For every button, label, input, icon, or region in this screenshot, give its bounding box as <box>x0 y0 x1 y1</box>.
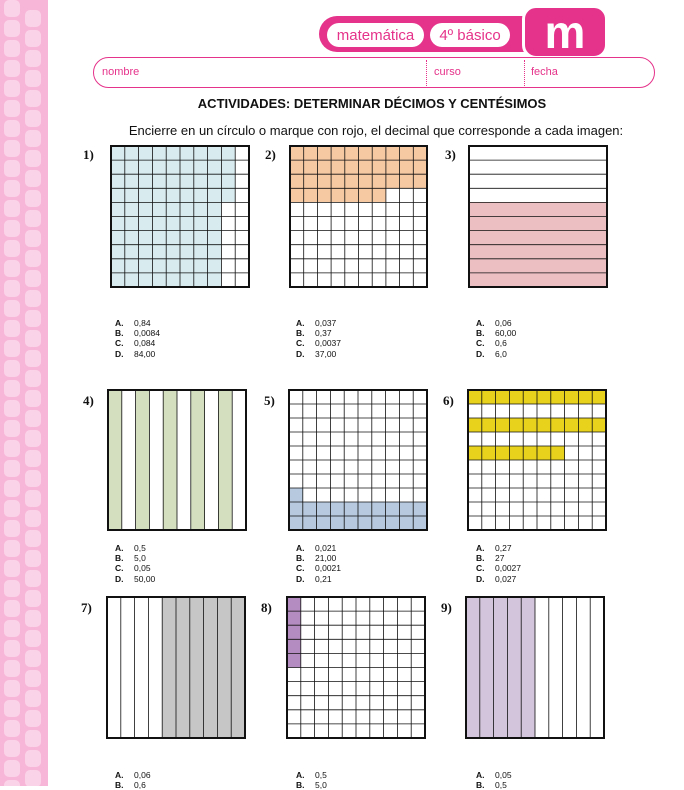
option-b[interactable]: B. 5,0 <box>296 780 327 790</box>
shaded-cell <box>111 174 125 188</box>
shaded-cell <box>386 502 400 516</box>
shaded-cell <box>208 217 222 231</box>
shaded-cell <box>111 160 125 174</box>
shaded-strip <box>218 390 232 530</box>
shaded-cell <box>359 188 373 202</box>
option-b[interactable]: B. 0,0084 <box>115 328 160 339</box>
shaded-cell <box>208 188 222 202</box>
shaded-cell <box>125 231 139 245</box>
question-number: 4) <box>83 393 94 408</box>
answer-options <box>115 543 155 584</box>
shaded-cell <box>194 259 208 273</box>
shaded-cell <box>125 259 139 273</box>
option-b[interactable]: B. 5,0 <box>115 553 146 564</box>
shaded-cell <box>413 174 427 188</box>
shaded-cell <box>111 188 125 202</box>
shaded-cell <box>139 273 153 287</box>
shaded-cell <box>180 202 194 216</box>
shaded-cell <box>537 390 551 404</box>
shaded-cell <box>139 174 153 188</box>
option-d[interactable]: D. 0,027 <box>476 573 517 584</box>
answer-options <box>476 770 512 790</box>
shaded-cell <box>139 231 153 245</box>
shaded-cell <box>166 245 180 259</box>
shaded-cell <box>221 160 235 174</box>
shaded-cell <box>152 188 166 202</box>
decorative-side-strip <box>0 0 48 786</box>
shaded-cell <box>468 390 482 404</box>
shaded-strip <box>466 597 480 738</box>
shaded-cell <box>111 259 125 273</box>
shaded-cell <box>304 188 318 202</box>
answer-options <box>115 318 160 359</box>
tenths-strip <box>468 145 608 288</box>
tenths-strip <box>107 389 247 531</box>
field-divider <box>426 60 427 86</box>
shaded-cell <box>303 502 317 516</box>
shaded-strip <box>108 390 122 530</box>
worksheet-title: ACTIVIDADES: DETERMINAR DÉCIMOS Y CENTÉSIMOS <box>197 96 547 111</box>
option-b[interactable]: B. 21,00 <box>296 553 337 564</box>
shaded-cell <box>208 231 222 245</box>
shaded-cell <box>331 188 345 202</box>
option-a[interactable]: A. 0,27 <box>476 543 512 553</box>
shaded-cell <box>400 160 414 174</box>
shaded-cell <box>372 502 386 516</box>
shaded-cell <box>180 231 194 245</box>
option-c[interactable]: C. 0,084 <box>115 338 156 349</box>
shaded-strip <box>469 273 607 287</box>
shaded-cell <box>345 160 359 174</box>
shaded-cell <box>372 174 386 188</box>
shaded-cell <box>344 516 358 530</box>
shaded-cell <box>287 597 301 611</box>
shaded-cell <box>125 160 139 174</box>
shaded-cell <box>125 174 139 188</box>
shaded-cell <box>303 516 317 530</box>
shaded-cell <box>290 174 304 188</box>
shaded-cell <box>125 273 139 287</box>
logo-m-icon: m <box>522 5 608 59</box>
shaded-cell <box>330 502 344 516</box>
option-c[interactable]: C. 0,6 <box>476 338 507 349</box>
question-number: 1) <box>83 147 94 162</box>
shaded-strip <box>469 259 607 273</box>
shaded-cell <box>537 446 551 460</box>
option-b[interactable]: B. 27 <box>476 553 505 564</box>
shaded-cell <box>180 245 194 259</box>
shaded-cell <box>208 202 222 216</box>
name-field-label: nombre <box>102 66 140 78</box>
shaded-cell <box>139 217 153 231</box>
shaded-strip <box>136 390 150 530</box>
answer-options <box>296 318 341 359</box>
shaded-cell <box>386 516 400 530</box>
shaded-cell <box>152 174 166 188</box>
shaded-cell <box>565 390 579 404</box>
option-d[interactable]: D. 84,00 <box>115 348 156 359</box>
shaded-cell <box>330 516 344 530</box>
shaded-cell <box>180 259 194 273</box>
shaded-cell <box>166 231 180 245</box>
shaded-cell <box>290 188 304 202</box>
answer-options <box>476 318 516 359</box>
hundredths-grid <box>110 145 250 288</box>
shaded-cell <box>482 446 496 460</box>
shaded-cell <box>194 160 208 174</box>
shaded-cell <box>358 516 372 530</box>
shaded-cell <box>345 174 359 188</box>
tenths-strip <box>465 596 605 739</box>
shaded-cell <box>386 146 400 160</box>
shaded-cell <box>331 160 345 174</box>
shaded-cell <box>344 502 358 516</box>
option-c[interactable]: C. 0,05 <box>115 563 151 574</box>
shaded-cell <box>208 146 222 160</box>
shaded-cell <box>208 273 222 287</box>
shaded-cell <box>304 174 318 188</box>
shaded-strip <box>507 597 521 738</box>
shaded-cell <box>208 174 222 188</box>
shaded-cell <box>194 202 208 216</box>
shaded-strip <box>480 597 494 738</box>
shaded-cell <box>289 488 303 502</box>
shaded-strip <box>469 202 607 216</box>
option-d[interactable]: D. 50,00 <box>115 573 156 584</box>
shaded-strip <box>217 597 231 738</box>
shaded-cell <box>194 245 208 259</box>
answer-options <box>476 543 521 584</box>
shaded-strip <box>521 597 535 738</box>
shaded-cell <box>194 146 208 160</box>
shaded-cell <box>125 146 139 160</box>
hundredths-grid <box>289 145 428 288</box>
shaded-cell <box>345 146 359 160</box>
question-number: 5) <box>264 393 275 408</box>
course-field-label: curso <box>434 66 461 78</box>
shaded-cell <box>372 188 386 202</box>
option-a[interactable]: A. 0,06 <box>476 318 512 328</box>
shaded-cell <box>111 217 125 231</box>
shaded-cell <box>287 639 301 653</box>
subject-tag: matemática <box>327 23 424 47</box>
shaded-cell <box>180 146 194 160</box>
shaded-cell <box>166 273 180 287</box>
question-number: 3) <box>445 147 456 162</box>
shaded-cell <box>180 217 194 231</box>
option-d[interactable]: D. 6,0 <box>476 348 507 359</box>
shaded-cell <box>139 146 153 160</box>
shaded-cell <box>290 160 304 174</box>
shaded-cell <box>166 188 180 202</box>
shaded-cell <box>166 174 180 188</box>
shaded-cell <box>221 146 235 160</box>
question-number: 7) <box>81 600 92 615</box>
shaded-cell <box>221 188 235 202</box>
shaded-cell <box>166 202 180 216</box>
shaded-strip <box>469 217 607 231</box>
shaded-strip <box>204 597 218 738</box>
shaded-cell <box>125 245 139 259</box>
shaded-cell <box>468 446 482 460</box>
shaded-cell <box>482 418 496 432</box>
shaded-cell <box>287 611 301 625</box>
shaded-cell <box>317 146 331 160</box>
option-b[interactable]: B. 0,5 <box>476 780 507 790</box>
hundredths-grid <box>467 389 607 531</box>
shaded-strip <box>163 390 177 530</box>
shaded-cell <box>345 188 359 202</box>
shaded-cell <box>551 390 565 404</box>
shaded-cell <box>509 418 523 432</box>
shaded-cell <box>111 146 125 160</box>
shaded-cell <box>304 146 318 160</box>
shaded-cell <box>496 390 510 404</box>
shaded-cell <box>125 217 139 231</box>
shaded-cell <box>509 446 523 460</box>
shaded-cell <box>208 160 222 174</box>
option-a[interactable]: A. 0,84 <box>115 318 151 328</box>
shaded-cell <box>152 273 166 287</box>
shaded-strip <box>231 597 245 738</box>
shaded-cell <box>180 273 194 287</box>
field-divider <box>524 60 525 86</box>
shaded-cell <box>289 502 303 516</box>
shaded-cell <box>372 146 386 160</box>
shaded-cell <box>180 174 194 188</box>
shaded-cell <box>166 146 180 160</box>
shaded-cell <box>208 259 222 273</box>
shaded-cell <box>166 217 180 231</box>
option-c[interactable]: C. 0,0021 <box>296 563 341 574</box>
shaded-strip <box>494 597 508 738</box>
shaded-strip <box>191 390 205 530</box>
shaded-cell <box>578 390 592 404</box>
shaded-cell <box>166 160 180 174</box>
shaded-cell <box>194 273 208 287</box>
shaded-cell <box>111 231 125 245</box>
shaded-cell <box>413 160 427 174</box>
shaded-cell <box>413 146 427 160</box>
shaded-cell <box>152 146 166 160</box>
shaded-cell <box>496 446 510 460</box>
shaded-cell <box>359 160 373 174</box>
shaded-cell <box>304 160 318 174</box>
shaded-cell <box>166 259 180 273</box>
option-a[interactable]: A. 0,5 <box>115 543 146 553</box>
shaded-cell <box>139 202 153 216</box>
shaded-cell <box>509 390 523 404</box>
shaded-cell <box>551 446 565 460</box>
shaded-cell <box>194 231 208 245</box>
shaded-cell <box>111 273 125 287</box>
shaded-strip <box>469 231 607 245</box>
shaded-cell <box>289 516 303 530</box>
date-field-label: fecha <box>531 66 558 78</box>
shaded-cell <box>565 418 579 432</box>
shaded-cell <box>180 188 194 202</box>
option-b[interactable]: B. 0,37 <box>296 328 332 339</box>
shaded-cell <box>317 516 331 530</box>
shaded-cell <box>317 174 331 188</box>
shaded-cell <box>358 502 372 516</box>
question-number: 2) <box>265 147 276 162</box>
shaded-cell <box>523 446 537 460</box>
student-info-fields <box>93 57 655 88</box>
tenths-strip <box>106 596 246 739</box>
question-number: 6) <box>443 393 454 408</box>
option-d[interactable]: D. 0,21 <box>296 573 332 584</box>
shaded-cell <box>152 245 166 259</box>
shaded-cell <box>399 516 413 530</box>
shaded-cell <box>413 516 427 530</box>
shaded-cell <box>386 174 400 188</box>
shaded-cell <box>400 174 414 188</box>
hundredths-grid <box>288 389 428 531</box>
shaded-cell <box>111 202 125 216</box>
shaded-strip <box>190 597 204 738</box>
shaded-cell <box>413 502 427 516</box>
shaded-cell <box>152 217 166 231</box>
shaded-cell <box>372 516 386 530</box>
shaded-cell <box>317 160 331 174</box>
shaded-cell <box>523 418 537 432</box>
shaded-cell <box>400 146 414 160</box>
shaded-cell <box>194 217 208 231</box>
shaded-cell <box>139 160 153 174</box>
question-number: 8) <box>261 600 272 615</box>
answer-options <box>115 770 151 790</box>
shaded-cell <box>482 390 496 404</box>
shaded-cell <box>287 625 301 639</box>
shaded-cell <box>208 245 222 259</box>
shaded-cell <box>194 174 208 188</box>
option-a[interactable]: A. 0,021 <box>296 543 337 553</box>
shaded-cell <box>125 188 139 202</box>
option-a[interactable]: A. 0,5 <box>296 770 327 780</box>
shaded-cell <box>551 418 565 432</box>
shaded-cell <box>359 174 373 188</box>
shaded-cell <box>290 146 304 160</box>
shaded-cell <box>359 146 373 160</box>
option-a[interactable]: A. 0,05 <box>476 770 512 780</box>
shaded-cell <box>194 188 208 202</box>
grade-tag: 4º básico <box>430 23 510 47</box>
hundredths-grid <box>286 596 426 739</box>
shaded-cell <box>221 174 235 188</box>
shaded-cell <box>152 231 166 245</box>
shaded-cell <box>399 502 413 516</box>
shaded-cell <box>386 160 400 174</box>
shaded-cell <box>331 174 345 188</box>
shaded-cell <box>578 418 592 432</box>
shaded-cell <box>111 245 125 259</box>
shaded-cell <box>152 202 166 216</box>
shaded-cell <box>468 418 482 432</box>
option-b[interactable]: B. 60,00 <box>476 328 517 339</box>
option-a[interactable]: A. 0,037 <box>296 318 337 328</box>
shaded-cell <box>317 188 331 202</box>
shaded-cell <box>180 160 194 174</box>
shaded-cell <box>537 418 551 432</box>
shaded-strip <box>162 597 176 738</box>
shaded-cell <box>592 390 606 404</box>
shaded-cell <box>331 146 345 160</box>
question-number: 9) <box>441 600 452 615</box>
option-b[interactable]: B. 0,6 <box>115 780 146 790</box>
shaded-strip <box>176 597 190 738</box>
shaded-cell <box>125 202 139 216</box>
worksheet-instructions: Encierre en un círculo o marque con rojo, el decimal que corresponde a cada imagen: <box>128 123 624 138</box>
shaded-cell <box>152 259 166 273</box>
shaded-cell <box>592 418 606 432</box>
shaded-strip <box>469 245 607 259</box>
shaded-cell <box>523 390 537 404</box>
shaded-cell <box>372 160 386 174</box>
answer-options <box>296 543 341 584</box>
shaded-cell <box>317 502 331 516</box>
option-d[interactable]: D. 37,00 <box>296 348 337 359</box>
shaded-cell <box>139 259 153 273</box>
shaded-cell <box>139 245 153 259</box>
shaded-cell <box>139 188 153 202</box>
option-c[interactable]: C. 0,0037 <box>296 338 341 349</box>
shaded-cell <box>152 160 166 174</box>
shaded-cell <box>496 418 510 432</box>
answer-options <box>296 770 327 790</box>
option-a[interactable]: A. 0,06 <box>115 770 151 780</box>
shaded-cell <box>287 653 301 667</box>
option-c[interactable]: C. 0,0027 <box>476 563 521 574</box>
